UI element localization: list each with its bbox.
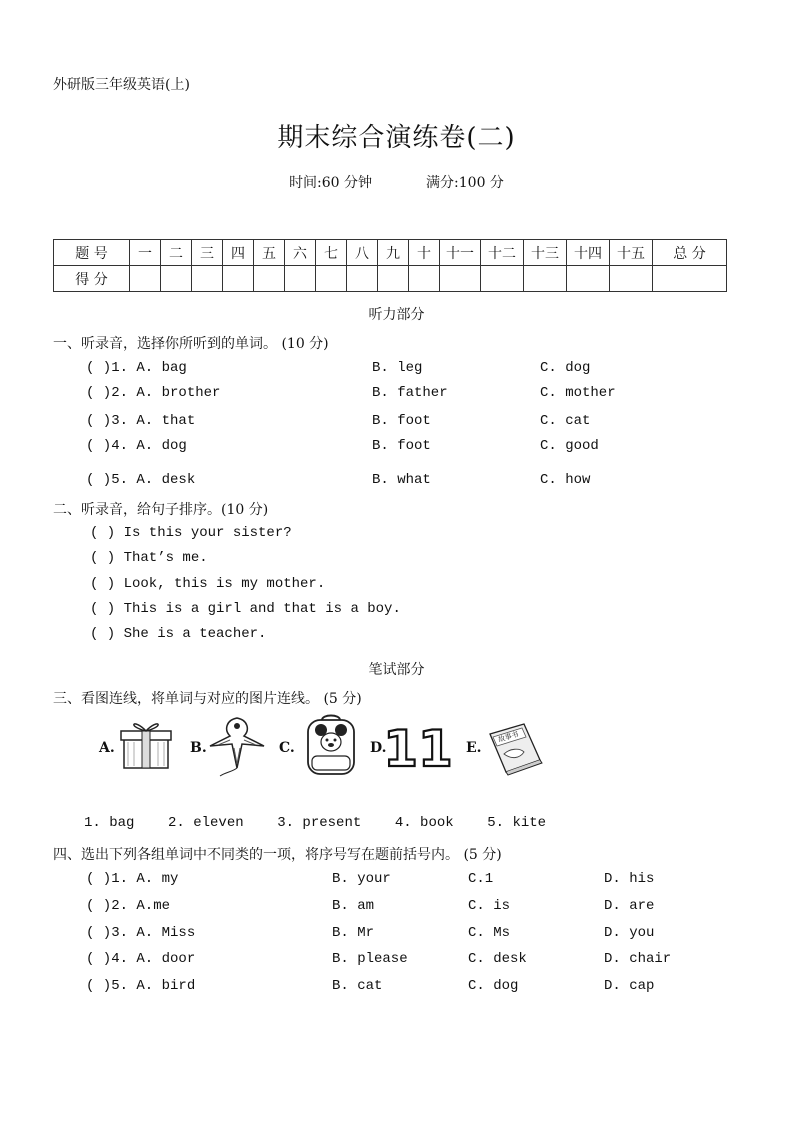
score-cell[interactable]: [161, 266, 192, 292]
q1-item-4-c: C. good: [540, 438, 599, 454]
number-eleven-icon: [383, 720, 453, 778]
q1-item-3-a: ( )3. A. that: [86, 413, 196, 429]
score-table-col: 六: [285, 240, 316, 266]
q4-item-4-b: B. please: [332, 951, 408, 967]
score-cell[interactable]: [653, 266, 727, 292]
q1-item-1-b: B. leg: [372, 360, 423, 376]
q2-item-3: ( ) Look, this is my mother.: [90, 576, 326, 592]
q4-item-3-a: ( )3. A. Miss: [86, 925, 196, 941]
q4-item-5-c: C. dog: [468, 978, 519, 994]
q1-item-4-b: B. foot: [372, 438, 431, 454]
picture-label-c: C.: [279, 740, 295, 756]
q1-item-5-a: ( )5. A. desk: [86, 472, 196, 488]
picture-label-d: D.: [370, 740, 387, 756]
q4-item-2-d: D. are: [604, 898, 655, 914]
full-score: 满分:100 分: [426, 175, 504, 191]
q4-item-3-b: B. Mr: [332, 925, 375, 941]
score-table-col: 十五: [610, 240, 653, 266]
exam-series-label: 外研版三年级英语(上): [53, 77, 190, 93]
q1-item-3-c: C. cat: [540, 413, 591, 429]
score-cell[interactable]: [130, 266, 161, 292]
score-cell[interactable]: [192, 266, 223, 292]
q1-item-4-a: ( )4. A. dog: [86, 438, 187, 454]
q4-title: 四、选出下列各组单词中不同类的一项，将序号写在题前括号内。 (5 分): [53, 847, 502, 863]
kite-icon: [206, 714, 268, 782]
q4-item-4-a: ( )4. A. door: [86, 951, 196, 967]
picture-label-a: A.: [99, 740, 115, 756]
q2-item-1: ( ) Is this your sister?: [90, 525, 292, 541]
q4-item-1-b: B. your: [332, 871, 391, 887]
score-cell[interactable]: [440, 266, 481, 292]
score-table-col: 十四: [567, 240, 610, 266]
score-table-col: 一: [130, 240, 161, 266]
q1-item-5-b: B. what: [372, 472, 431, 488]
q2-item-2: ( ) That’s me.: [90, 550, 208, 566]
q1-item-3-b: B. foot: [372, 413, 431, 429]
q1-item-2-c: C. mother: [540, 385, 616, 401]
q4-item-1-a: ( )1. A. my: [86, 871, 179, 887]
q3-title: 三、看图连线，将单词与对应的图片连线。 (5 分): [53, 691, 362, 707]
score-table-col: 七: [316, 240, 347, 266]
q4-item-2-a: ( )2. A.me: [86, 898, 171, 914]
score-table-header-row: [54, 240, 727, 266]
score-table-col: 十: [409, 240, 440, 266]
q3-word-list: 1. bag 2. eleven 3. present 4. book 5. kite: [84, 815, 547, 831]
score-table-col: 十一: [440, 240, 481, 266]
score-cell[interactable]: [610, 266, 653, 292]
picture-label-e: E.: [466, 740, 482, 756]
score-table-row-label: 题 号: [54, 240, 130, 266]
q1-item-1-a: ( )1. A. bag: [86, 360, 187, 376]
backpack-icon: [302, 712, 360, 782]
score-cell[interactable]: [285, 266, 316, 292]
score-cell[interactable]: [524, 266, 567, 292]
score-cell[interactable]: [254, 266, 285, 292]
score-cell[interactable]: [567, 266, 610, 292]
q4-item-3-d: D. you: [604, 925, 655, 941]
score-table-total: 总 分: [653, 240, 727, 266]
time-limit: 时间:60 分钟: [289, 175, 373, 191]
score-cell[interactable]: [409, 266, 440, 292]
score-cell[interactable]: [347, 266, 378, 292]
score-table-col: 十二: [481, 240, 524, 266]
q4-item-2-c: C. is: [468, 898, 511, 914]
score-cell[interactable]: [316, 266, 347, 292]
score-table-col: 八: [347, 240, 378, 266]
score-table-col: 三: [192, 240, 223, 266]
q4-item-1-c: C.1: [468, 871, 494, 887]
q1-title: 一、听录音，选择你所听到的单词。 (10 分): [53, 336, 329, 352]
score-table-col: 五: [254, 240, 285, 266]
q4-item-5-d: D. cap: [604, 978, 655, 994]
q2-title: 二、听录音，给句子排序。(10 分): [53, 502, 269, 518]
score-table-col: 九: [378, 240, 409, 266]
q4-item-1-d: D. his: [604, 871, 655, 887]
q2-item-5: ( ) She is a teacher.: [90, 626, 267, 642]
score-cell[interactable]: [378, 266, 409, 292]
listening-heading: 听力部分: [368, 307, 425, 323]
score-table: [53, 239, 727, 292]
q4-item-3-c: C. Ms: [468, 925, 511, 941]
score-cell[interactable]: [223, 266, 254, 292]
writing-heading: 笔试部分: [368, 662, 425, 678]
q2-item-4: ( ) This is a girl and that is a boy.: [90, 601, 401, 617]
q4-item-5-b: B. cat: [332, 978, 383, 994]
score-table-col: 十三: [524, 240, 567, 266]
q1-item-2-b: B. father: [372, 385, 448, 401]
q4-item-4-d: D. chair: [604, 951, 672, 967]
q1-item-2-a: ( )2. A. brother: [86, 385, 221, 401]
gift-box-icon: [118, 716, 174, 776]
exam-info: [0, 172, 793, 192]
score-table-col: 四: [223, 240, 254, 266]
score-table-score-row: [54, 266, 727, 292]
q4-item-4-c: C. desk: [468, 951, 527, 967]
q4-item-5-a: ( )5. A. bird: [86, 978, 196, 994]
score-cell[interactable]: [481, 266, 524, 292]
score-table-row-label: 得 分: [54, 266, 130, 292]
q1-item-5-c: C. how: [540, 472, 591, 488]
q4-item-2-b: B. am: [332, 898, 375, 914]
picture-label-b: B.: [190, 740, 207, 756]
eleven-text: 11: [383, 720, 453, 778]
q1-item-1-c: C. dog: [540, 360, 591, 376]
score-table-col: 二: [161, 240, 192, 266]
page-title: 期末综合演练卷(二): [277, 123, 516, 153]
storybook-icon: [484, 720, 544, 780]
storybook-title: 故事书: [497, 730, 520, 744]
